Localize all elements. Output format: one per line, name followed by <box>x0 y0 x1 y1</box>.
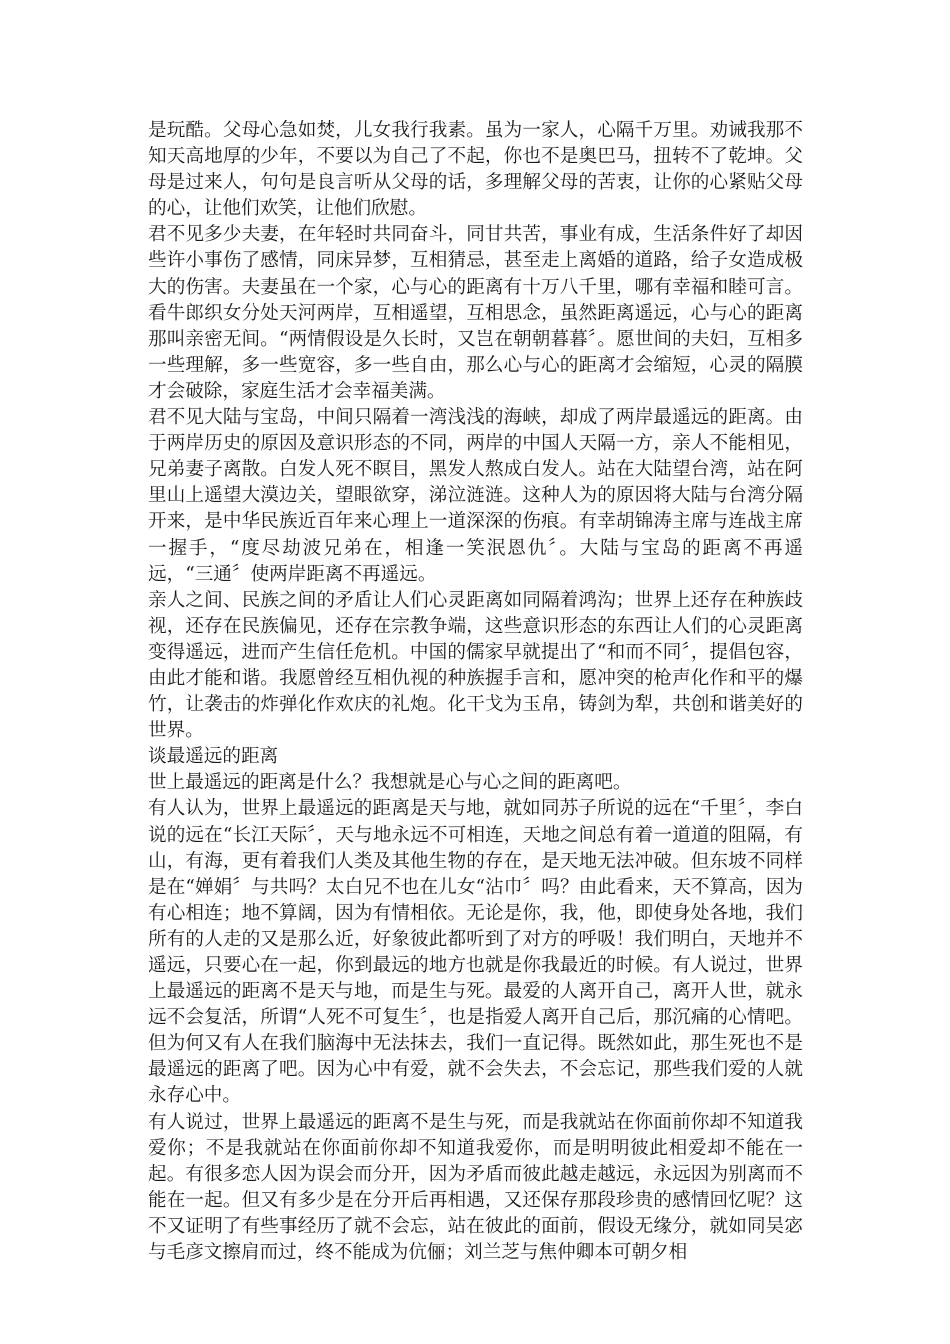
article-body <box>148 118 803 1266</box>
paragraph-strait: 君不见大陆与宝岛，中间只隔着一湾浅浅的海峡，却成了两岸最遥远的距离。由于两岸历史的原因及意识形态的不同，两岸的中国人天隔一方，亲人不能相见，兄弟妻子离散。白发人死不瞑目，黑发人熬成白发人。站在大陆望台湾，站在阿里山上遥望大漠边关，望眼欲穿，涕泣涟涟。这种人为的原因将大陆与台湾分隔开来，是中华民族近百年来心理上一道深深的伤痕。有幸胡锦涛主席与连战主席一握手，“度尽劫波兄弟在，相逢一笑泯恩仇〞。大陆与宝岛的距离不再遥远，“三通〞使两岸距离不再遥远。 <box>148 407 803 585</box>
paragraph-nations: 亲人之间、民族之间的矛盾让人们心灵距离如同隔着鸿沟；世界上还存在种族歧视，还存在民族偏见，还存在宗教争端，这些意识形态的东西让人们的心灵距离变得遥远，进而产生信任危机。中国的儒家早就提出了“和而不同〞，提倡包容，由此才能和谐。我愿曾经互相仇视的种族握手言和，愿冲突的枪声化作和平的爆竹，让袭击的炸弹化作欢庆的礼炮。化干戈为玉帛，铸剑为犁，共创和谐美好的世界。 <box>148 589 803 742</box>
paragraph-spouses: 君不见多少夫妻，在年轻时共同奋斗，同甘共苦，事业有成，生活条件好了却因些许小事伤了感情，同床异梦，互相猜忌，甚至走上离婚的道路，给子女造成极大的伤害。夫妻虽在一个家，心与心的距离有十万八千里，哪有幸福和睦可言。看牛郎织女分处天河两岸，互相遥望，互相思念，虽然距离遥远，心与心的距离那叫亲密无间。“两情假设是久长时，又岂在朝朝暮暮〞。愿世间的夫妇，互相多一些理解，多一些宽容，多一些自由，那么心与心的距离才会缩短，心灵的隔膜才会破除，家庭生活才会幸福美满。 <box>148 224 803 402</box>
paragraph-intro-question: 世上最遥远的距离是什么？我想就是心与心之间的距离吧。 <box>148 772 632 794</box>
paragraph-love: 有人说过，世界上最遥远的距离不是生与死，而是我就站在你面前你却不知道我爱你；不是我就站在你面前你却不知道我爱你，而是明明彼此相爱却不能在一起。有很多恋人因为误会而分开，因为矛盾而彼此越走越远，永远因为别离而不能在一起。但又有多少是在分开后再相遇，又还保存那段珍贵的感情回忆呢？这不又证明了有些事经历了就不会忘，站在彼此的面前，假设无缘分，就如同吴宓与毛彦文擦肩而过，终不能成为伉俪；刘兰芝与焦仲卿本可朝夕相 <box>148 1111 803 1264</box>
paragraph-heaven-earth: 有人认为，世界上最遥远的距离是天与地，就如同苏子所说的远在“千里〞，李白说的远在“长江天际〞，天与地永远不可相连，天地之间总有着一道道的阻隔，有山，有海，更有着我们人类及其他生物的存在，是天地无法冲破。但东坡不同样是在“婵娟〞与共吗？太白兄不也在儿女“沾巾〞吗？由此看来，天不算高，因为有心相连；地不算阔，因为有情相依。无论是你，我，他，即使身处各地，我们所有的人走的又是那么近，好象彼此都听到了对方的呼吸！我们明白，天地并不遥远，只要心在一起，你到最远的地方也就是你我最近的时候。有人说过，世界上最遥远的距离不是天与地，而是生与死。最爱的人离开自己，离开人世，就永远不会复活，所谓“人死不可复生〞，也是指爱人离开自己后，那沉痛的心情吧。但为何又有人在我们脑海中无法抹去，我们一直记得。既然如此，那生死也不是最遥远的距离了吧。因为心中有爱，就不会失去，不会忘记，那些我们爱的人就永存心中。 <box>148 798 803 1107</box>
section-heading: 谈最遥远的距离 <box>148 746 279 768</box>
paragraph-parents: 是玩酷。父母心急如焚，儿女我行我素。虽为一家人，心隔千万里。劝诫我那不知天高地厚的少年，不要以为自己了不起，你也不是奥巴马，扭转不了乾坤。父母是过来人，句句是良言听从父母的话，多理解父母的苦衷，让你的心紧贴父母的心，让他们欢笑，让他们欣慰。 <box>148 120 803 220</box>
